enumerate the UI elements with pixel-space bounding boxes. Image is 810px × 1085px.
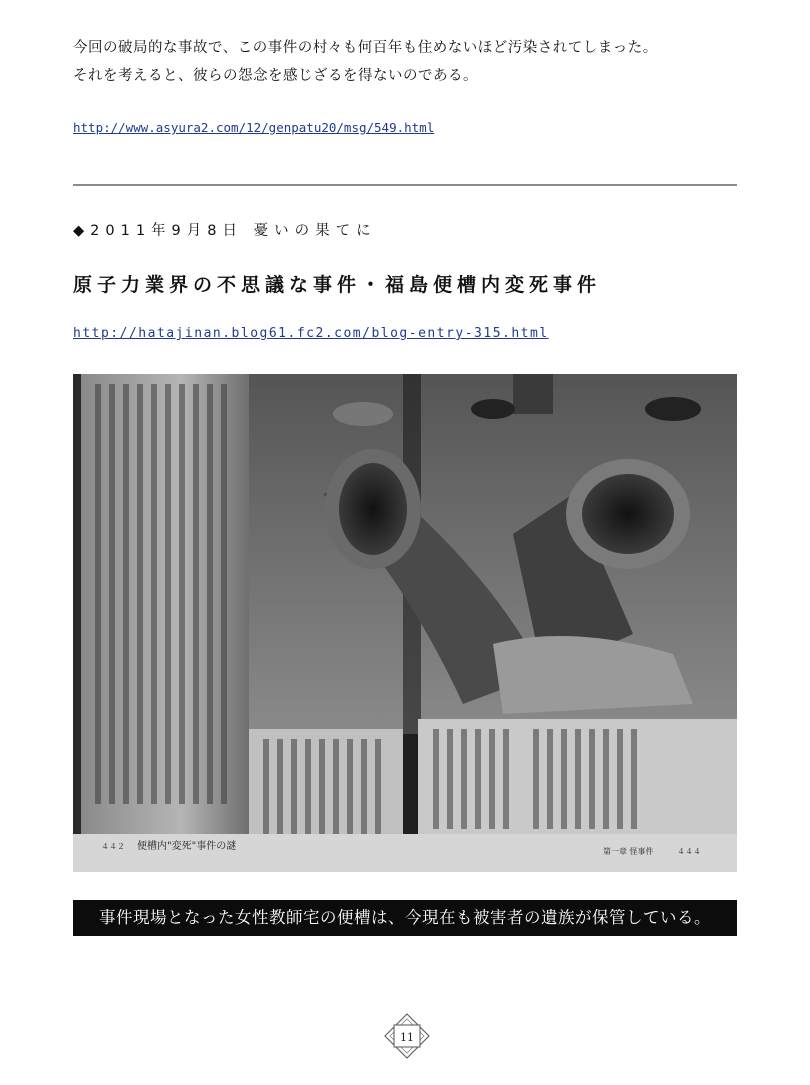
blog-link[interactable]: http://hatajinan.blog61.fc2.com/blog-entry-315.html [73, 326, 549, 341]
intro-line-1: 今回の破局的な事故で、この事件の村々も何百年も住めないほど汚染されてしまった。 [73, 40, 658, 56]
divider [73, 184, 737, 186]
page-number-badge [383, 1012, 431, 1060]
book-right-footer: 第一章 怪事件 [603, 847, 654, 856]
page-number: 11 [400, 1031, 414, 1044]
asyura-link[interactable]: http://www.asyura2.com/12/genpatu20/msg/549.html [73, 120, 435, 135]
intro-line-2: それを考えると、彼らの怨念を感じざるを得ないのである。 [73, 68, 478, 84]
intro-text [73, 34, 753, 90]
photo-caption: 事件現場となった女性教師宅の便槽は、今現在も被害者の遺族が保管している。 [73, 900, 737, 936]
article-headline: 原子力業界の不思議な事件・福島便槽内変死事件 [73, 274, 602, 296]
book-left-page-number: ４４２ [101, 842, 125, 851]
book-spread-photo [73, 374, 737, 872]
book-left-footer: 便槽内"変死"事件の謎 [137, 841, 237, 852]
dateline: ◆2011年9月8日 憂いの果てに [73, 223, 377, 239]
book-right-page-number: ４４４ [677, 847, 701, 856]
